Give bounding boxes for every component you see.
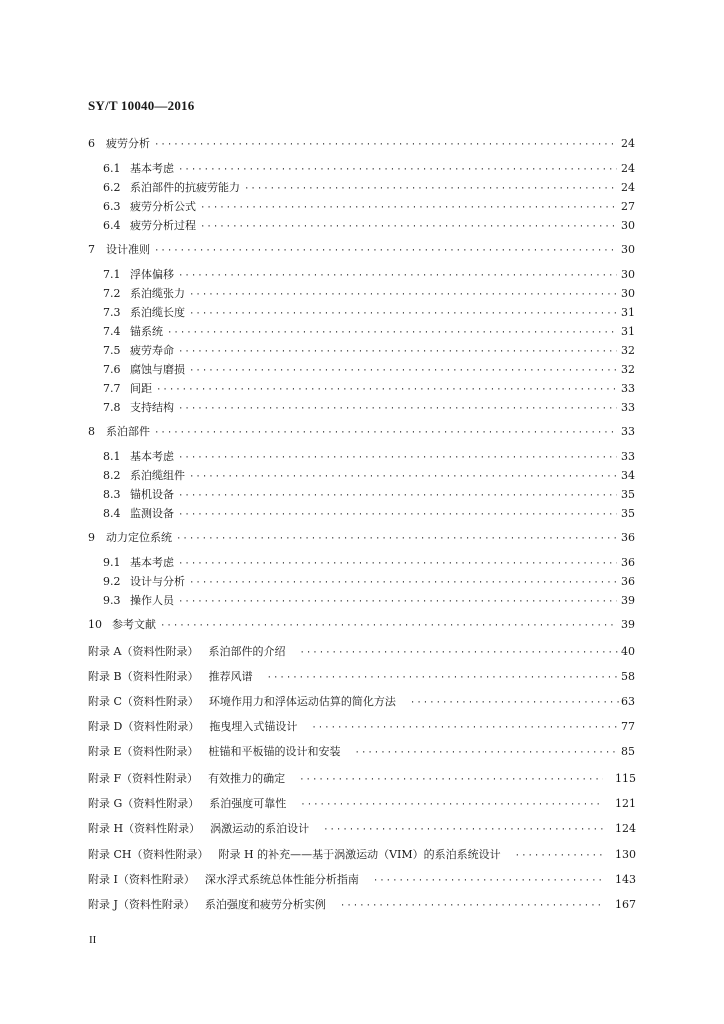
toc-entry-page: 36: [621, 575, 635, 588]
toc-entry-number: 7: [88, 243, 95, 256]
toc-entry[interactable]: [103, 488, 635, 503]
toc-entry-title: 系泊强度可靠性: [209, 797, 287, 810]
toc-entry-page: 33: [621, 425, 635, 438]
toc-entry-title: 操作人员: [130, 594, 174, 607]
dot-leader: [189, 364, 617, 378]
toc-entry[interactable]: [88, 745, 635, 760]
toc-entry[interactable]: [103, 268, 635, 283]
toc-entry-title: 锚机设备: [130, 488, 174, 501]
dot-leader: [167, 326, 617, 340]
toc-entry[interactable]: [88, 670, 635, 685]
dot-leader: [178, 163, 617, 177]
toc-entry-number: 9.3: [103, 594, 121, 607]
dot-leader: [178, 508, 617, 522]
toc-entry-title: 疲劳分析公式: [130, 200, 196, 213]
toc-entry-page: 36: [621, 556, 635, 569]
dot-leader: [244, 182, 617, 196]
dot-leader: [299, 773, 603, 787]
dot-leader: [311, 721, 619, 735]
toc-entry[interactable]: [103, 575, 635, 590]
dot-leader: [189, 470, 617, 484]
toc-entry-number: 7.4: [103, 325, 121, 338]
toc-entry-page: 32: [621, 344, 635, 357]
toc-entry-page: 33: [621, 450, 635, 463]
toc-entry-number: 6.2: [103, 181, 121, 194]
toc-entry-page: 34: [621, 469, 635, 482]
toc-entry[interactable]: [103, 287, 635, 302]
toc-entry-page: 40: [621, 645, 635, 658]
toc-entry-page: 30: [621, 287, 635, 300]
dot-leader: [176, 532, 617, 546]
toc-entry[interactable]: [88, 243, 635, 258]
document-header: SY/T 10040—2016: [88, 98, 195, 113]
dot-leader: [154, 244, 617, 258]
toc-entry-title: 系泊部件: [106, 425, 150, 438]
dot-leader: [189, 307, 617, 321]
toc-entry-page: 167: [615, 898, 636, 911]
toc-entry[interactable]: [103, 181, 635, 196]
dot-leader: [200, 220, 617, 234]
toc-entry[interactable]: [103, 325, 635, 340]
toc-entry-page: 143: [615, 873, 636, 886]
toc-entry-title: 疲劳分析过程: [130, 219, 196, 232]
toc-entry-number: 9.2: [103, 575, 121, 588]
toc-entry[interactable]: [103, 363, 635, 378]
toc-entry-title: 基本考虑: [130, 556, 174, 569]
dot-leader: [373, 874, 603, 888]
toc-entry-number: 附录 CH（资料性附录）: [88, 848, 209, 861]
dot-leader: [178, 402, 617, 416]
toc-entry-title: 有效推力的确定: [208, 772, 286, 785]
toc-entry-number: 6: [88, 137, 95, 150]
toc-entry-page: 124: [615, 822, 636, 835]
toc-entry-number: 7.1: [103, 268, 121, 281]
toc-entry-title: 拖曳埋入式锚设计: [209, 720, 298, 733]
toc-entry-title: 基本考虑: [130, 450, 174, 463]
toc-entry-page: 58: [621, 670, 635, 683]
toc-entry-title: 间距: [130, 382, 152, 395]
toc-entry-number: 6.1: [103, 162, 121, 175]
toc-entry-title: 深水浮式系统总体性能分析指南: [204, 873, 359, 886]
toc-entry-number: 附录 G（资料性附录）: [88, 797, 200, 810]
toc-entry-number: 7.5: [103, 344, 121, 357]
toc-entry-number: 8.2: [103, 469, 121, 482]
dot-leader: [200, 201, 617, 215]
toc-entry[interactable]: [103, 162, 635, 177]
toc-entry-title: 锚系统: [130, 325, 163, 338]
toc-entry-number: 附录 D（资料性附录）: [88, 720, 200, 733]
toc-entry-title: 系泊部件的介绍: [208, 645, 286, 658]
toc-entry-page: 85: [621, 745, 635, 758]
dot-leader: [410, 696, 619, 710]
toc-entry-title: 系泊强度和疲劳分析实例: [204, 898, 326, 911]
toc-entry-number: 9: [88, 531, 95, 544]
toc-entry-number: 附录 C（资料性附录）: [88, 695, 199, 708]
toc-entry-number: 8.4: [103, 507, 121, 520]
toc-entry[interactable]: [103, 556, 635, 571]
dot-leader: [160, 619, 617, 633]
toc-entry-title: 桩锚和平板锚的设计和安装: [208, 745, 341, 758]
toc-entry-page: 32: [621, 363, 635, 376]
toc-entry-page: 36: [621, 531, 635, 544]
toc-entry-title: 系泊部件的抗疲劳能力: [130, 181, 240, 194]
toc-entry-number: 附录 E（资料性附录）: [88, 745, 199, 758]
toc-entry-title: 基本考虑: [130, 162, 174, 175]
dot-leader: [178, 557, 617, 571]
toc-entry[interactable]: [103, 401, 635, 416]
toc-entry-page: 31: [621, 306, 635, 319]
toc-entry-page: 35: [621, 507, 635, 520]
toc-entry[interactable]: [103, 219, 635, 234]
toc-entry-number: 9.1: [103, 556, 121, 569]
dot-leader: [178, 451, 617, 465]
toc-entry[interactable]: [88, 797, 636, 812]
toc-entry-page: 31: [621, 325, 635, 338]
toc-entry-number: 7.8: [103, 401, 121, 414]
dot-leader: [178, 489, 617, 503]
toc-entry-number: 附录 B（资料性附录）: [88, 670, 199, 683]
dot-leader: [267, 671, 619, 685]
toc-entry[interactable]: [88, 531, 635, 546]
toc-entry-title: 涡激运动的系泊设计: [210, 822, 310, 835]
toc-entry-title: 动力定位系统: [106, 531, 172, 544]
toc-entry-title: 推荐风谱: [208, 670, 253, 683]
dot-leader: [340, 899, 603, 913]
toc-entry[interactable]: [103, 507, 635, 522]
toc-entry-title: 腐蚀与磨损: [130, 363, 185, 376]
toc-entry-title: 系泊缆张力: [130, 287, 185, 300]
toc-entry[interactable]: [88, 645, 635, 660]
toc-entry-page: 33: [621, 401, 635, 414]
toc-entry[interactable]: [88, 822, 636, 837]
dot-leader: [154, 138, 617, 152]
toc-entry[interactable]: [88, 425, 635, 440]
toc-entry-page: 35: [621, 488, 635, 501]
toc-entry-title: 参考文献: [112, 618, 156, 631]
toc-entry[interactable]: [88, 695, 635, 710]
toc-entry-page: 39: [621, 594, 635, 607]
toc-entry-page: 121: [615, 797, 636, 810]
toc-entry-title: 监测设备: [130, 507, 174, 520]
dot-leader: [156, 383, 617, 397]
toc-entry-number: 7.7: [103, 382, 121, 395]
dot-leader: [299, 646, 619, 660]
toc-entry-number: 7.2: [103, 287, 121, 300]
toc-entry-page: 77: [621, 720, 635, 733]
toc-entry[interactable]: [103, 344, 635, 359]
toc-entry-number: 7.3: [103, 306, 121, 319]
toc-entry-title: 支持结构: [130, 401, 174, 414]
toc-entry[interactable]: [103, 594, 635, 609]
toc-entry-page: 30: [621, 219, 635, 232]
toc-entry[interactable]: [88, 898, 636, 913]
toc-entry-page: 130: [615, 848, 636, 861]
toc-entry-number: 7.6: [103, 363, 121, 376]
toc-entry-number: 6.3: [103, 200, 121, 213]
toc-entry-page: 39: [621, 618, 635, 631]
toc-entry[interactable]: [88, 772, 636, 787]
toc-entry[interactable]: [88, 618, 635, 633]
toc-entry-number: 附录 J（资料性附录）: [88, 898, 195, 911]
toc-entry-page: 63: [621, 695, 635, 708]
toc-entry-page: 24: [621, 181, 635, 194]
toc-entry-number: 8: [88, 425, 95, 438]
toc-entry-page: 115: [615, 772, 636, 785]
toc-entry[interactable]: [88, 137, 635, 152]
toc-entry-title: 系泊缆组件: [130, 469, 185, 482]
dot-leader: [323, 823, 603, 837]
dot-leader: [515, 849, 603, 863]
toc-entry-number: 附录 H（资料性附录）: [88, 822, 201, 835]
toc-entry-number: 10: [88, 618, 102, 631]
toc-entry[interactable]: [103, 382, 635, 397]
dot-leader: [178, 269, 617, 283]
dot-leader: [189, 576, 617, 590]
toc-entry-number: 附录 F（资料性附录）: [88, 772, 199, 785]
toc-entry-title: 浮体偏移: [130, 268, 174, 281]
toc-entry[interactable]: [103, 306, 635, 321]
toc-entry[interactable]: [103, 469, 635, 484]
toc-entry-number: 8.3: [103, 488, 121, 501]
toc-entry-title: 疲劳寿命: [130, 344, 174, 357]
toc-entry[interactable]: [88, 873, 636, 888]
toc-entry[interactable]: [103, 450, 635, 465]
toc-entry-page: 30: [621, 243, 635, 256]
toc-entry-title: 设计准则: [106, 243, 150, 256]
toc-entry[interactable]: [88, 720, 635, 735]
dot-leader: [154, 426, 617, 440]
dot-leader: [189, 288, 617, 302]
page-number: II: [89, 934, 97, 946]
toc-entry-page: 33: [621, 382, 635, 395]
toc-entry[interactable]: [103, 200, 635, 215]
toc-entry-page: 30: [621, 268, 635, 281]
toc-entry-title: 设计与分析: [130, 575, 185, 588]
dot-leader: [178, 345, 617, 359]
toc-entry-page: 24: [621, 162, 635, 175]
toc-entry[interactable]: [88, 848, 636, 863]
toc-entry-number: 附录 I（资料性附录）: [88, 873, 195, 886]
toc-entry-title: 疲劳分析: [106, 137, 150, 150]
dot-leader: [355, 746, 619, 760]
dot-leader: [300, 798, 603, 812]
toc-entry-number: 6.4: [103, 219, 121, 232]
toc-entry-title: 附录 H 的补充——基于涡激运动（VIM）的系泊系统设计: [218, 848, 501, 861]
toc-entry-number: 8.1: [103, 450, 121, 463]
toc-entry-number: 附录 A（资料性附录）: [88, 645, 199, 658]
toc-entry-page: 24: [621, 137, 635, 150]
toc-entry-title: 系泊缆长度: [130, 306, 185, 319]
toc-entry-title: 环境作用力和浮体运动估算的简化方法: [208, 695, 396, 708]
dot-leader: [178, 595, 617, 609]
toc-entry-page: 27: [621, 200, 635, 213]
